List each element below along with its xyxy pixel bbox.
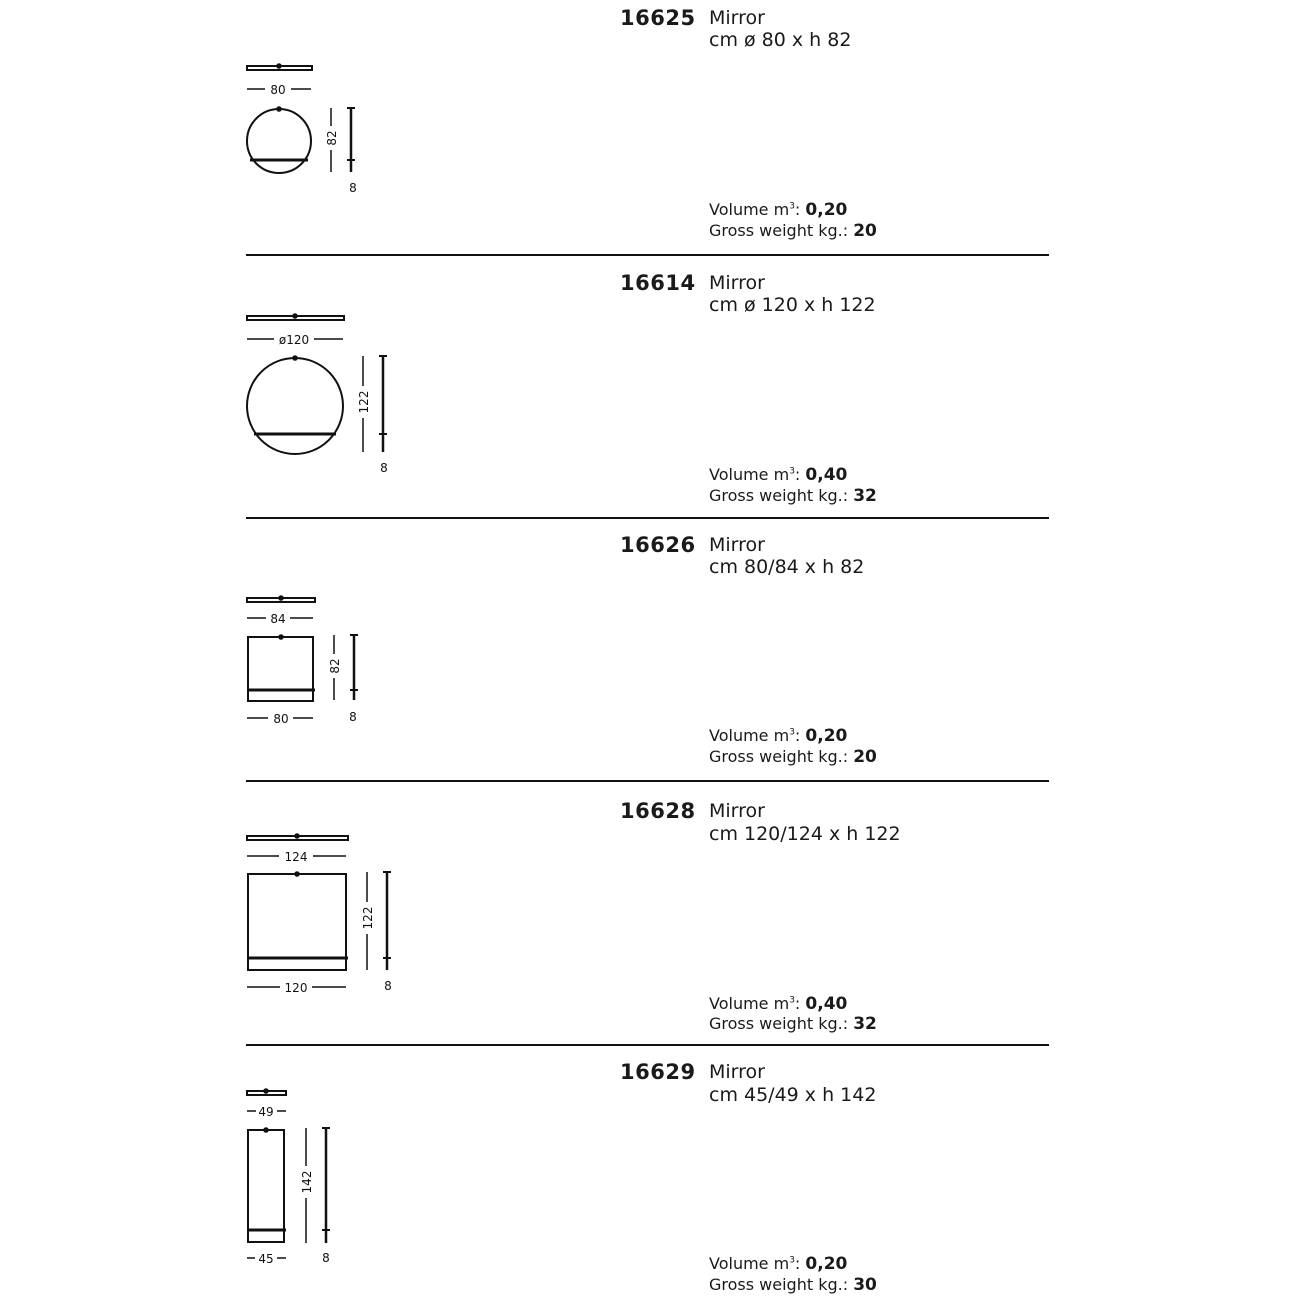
hook-dot <box>264 1089 268 1093</box>
volume-label: Volume m <box>709 200 790 219</box>
drawing-16625 <box>247 64 355 173</box>
volume-separator: : <box>794 1254 806 1273</box>
volume-label: Volume m <box>709 465 790 484</box>
dim-label-depth: 8 <box>349 181 357 195</box>
weight-line <box>709 221 877 241</box>
dim-label-bottom-width: 45 <box>258 1252 274 1266</box>
product-name: Mirror <box>709 1061 765 1083</box>
dim-label-height: 122 <box>357 390 371 414</box>
product-name: Mirror <box>709 534 765 556</box>
mirror-outline <box>248 1130 284 1242</box>
weight-value: 20 <box>853 747 877 767</box>
volume-value: 0,40 <box>805 994 848 1014</box>
weight-label: Gross weight kg.: <box>709 486 854 505</box>
mirror-outline <box>247 358 343 454</box>
dim-label-bottom-width: 120 <box>284 981 308 995</box>
divider <box>246 1044 1049 1046</box>
volume-value: 0,20 <box>805 200 848 220</box>
volume-value: 0,20 <box>805 1254 848 1274</box>
weight-value: 30 <box>853 1275 877 1295</box>
weight-value: 32 <box>853 1014 877 1034</box>
dim-label-top-width: 49 <box>258 1105 274 1119</box>
dim-label-bottom-width: 80 <box>273 712 289 726</box>
divider <box>246 254 1049 256</box>
dim-label-depth: 8 <box>349 710 357 724</box>
volume-value: 0,40 <box>805 465 848 485</box>
product-code: 16626 <box>620 533 696 557</box>
hook-dot <box>293 356 297 360</box>
divider <box>246 780 1049 782</box>
weight-line <box>709 1014 877 1034</box>
drawing-16626 <box>247 596 358 718</box>
hook-dot <box>295 872 299 876</box>
weight-line <box>709 486 877 506</box>
volume-label: Volume m <box>709 726 790 745</box>
volume-line <box>709 465 847 485</box>
volume-line <box>709 726 847 746</box>
weight-label: Gross weight kg.: <box>709 221 854 240</box>
product-dimensions: cm 45/49 x h 142 <box>709 1084 877 1106</box>
volume-unit-exponent: 3 <box>789 466 795 477</box>
volume-label: Volume m <box>709 1254 790 1273</box>
dim-label-top-width: 84 <box>270 612 286 626</box>
weight-value: 32 <box>853 486 877 506</box>
hook-dot <box>277 107 281 111</box>
product-dimensions: cm 80/84 x h 82 <box>709 556 865 578</box>
volume-separator: : <box>794 200 806 219</box>
product-dimensions: cm ø 120 x h 122 <box>709 294 876 316</box>
mirror-outline <box>247 109 311 173</box>
divider <box>246 517 1049 519</box>
weight-label: Gross weight kg.: <box>709 747 854 766</box>
dim-label-depth: 8 <box>322 1251 330 1265</box>
dim-label-height: 82 <box>328 658 342 674</box>
product-code: 16628 <box>620 799 696 823</box>
dim-label-width: 80 <box>270 83 286 97</box>
weight-line <box>709 1275 877 1295</box>
product-dimensions: cm 120/124 x h 122 <box>709 823 901 845</box>
dim-label-width: ø120 <box>278 333 310 347</box>
product-code: 16614 <box>620 271 696 295</box>
hook-dot <box>295 834 299 838</box>
volume-line <box>709 994 847 1014</box>
weight-label: Gross weight kg.: <box>709 1275 854 1294</box>
volume-label: Volume m <box>709 994 790 1013</box>
dim-label-height: 142 <box>300 1170 314 1194</box>
hook-dot <box>279 596 283 600</box>
dim-label-top-width: 124 <box>284 850 308 864</box>
product-dimensions: cm ø 80 x h 82 <box>709 29 852 51</box>
drawing-16614 <box>247 314 387 454</box>
volume-unit-exponent: 3 <box>789 995 795 1006</box>
weight-line <box>709 747 877 767</box>
volume-separator: : <box>794 465 806 484</box>
volume-separator: : <box>794 994 806 1013</box>
volume-separator: : <box>794 726 806 745</box>
dim-label-height: 122 <box>361 906 375 930</box>
mirror-outline <box>248 874 346 970</box>
hook-dot <box>293 314 297 318</box>
volume-unit-exponent: 3 <box>789 727 795 738</box>
volume-unit-exponent: 3 <box>789 1255 795 1266</box>
volume-line <box>709 200 847 220</box>
dim-label-depth: 8 <box>384 979 392 993</box>
dim-label-depth: 8 <box>380 461 388 475</box>
volume-value: 0,20 <box>805 726 848 746</box>
product-name: Mirror <box>709 272 765 294</box>
volume-line <box>709 1254 847 1274</box>
product-code: 16629 <box>620 1060 696 1084</box>
volume-unit-exponent: 3 <box>789 201 795 212</box>
product-name: Mirror <box>709 7 765 29</box>
product-name: Mirror <box>709 800 765 822</box>
hook-dot <box>277 64 281 68</box>
product-code: 16625 <box>620 6 696 30</box>
dim-label-height: 82 <box>325 130 339 146</box>
weight-label: Gross weight kg.: <box>709 1014 854 1033</box>
hook-dot <box>264 1128 268 1132</box>
hook-dot <box>279 635 283 639</box>
weight-value: 20 <box>853 221 877 241</box>
